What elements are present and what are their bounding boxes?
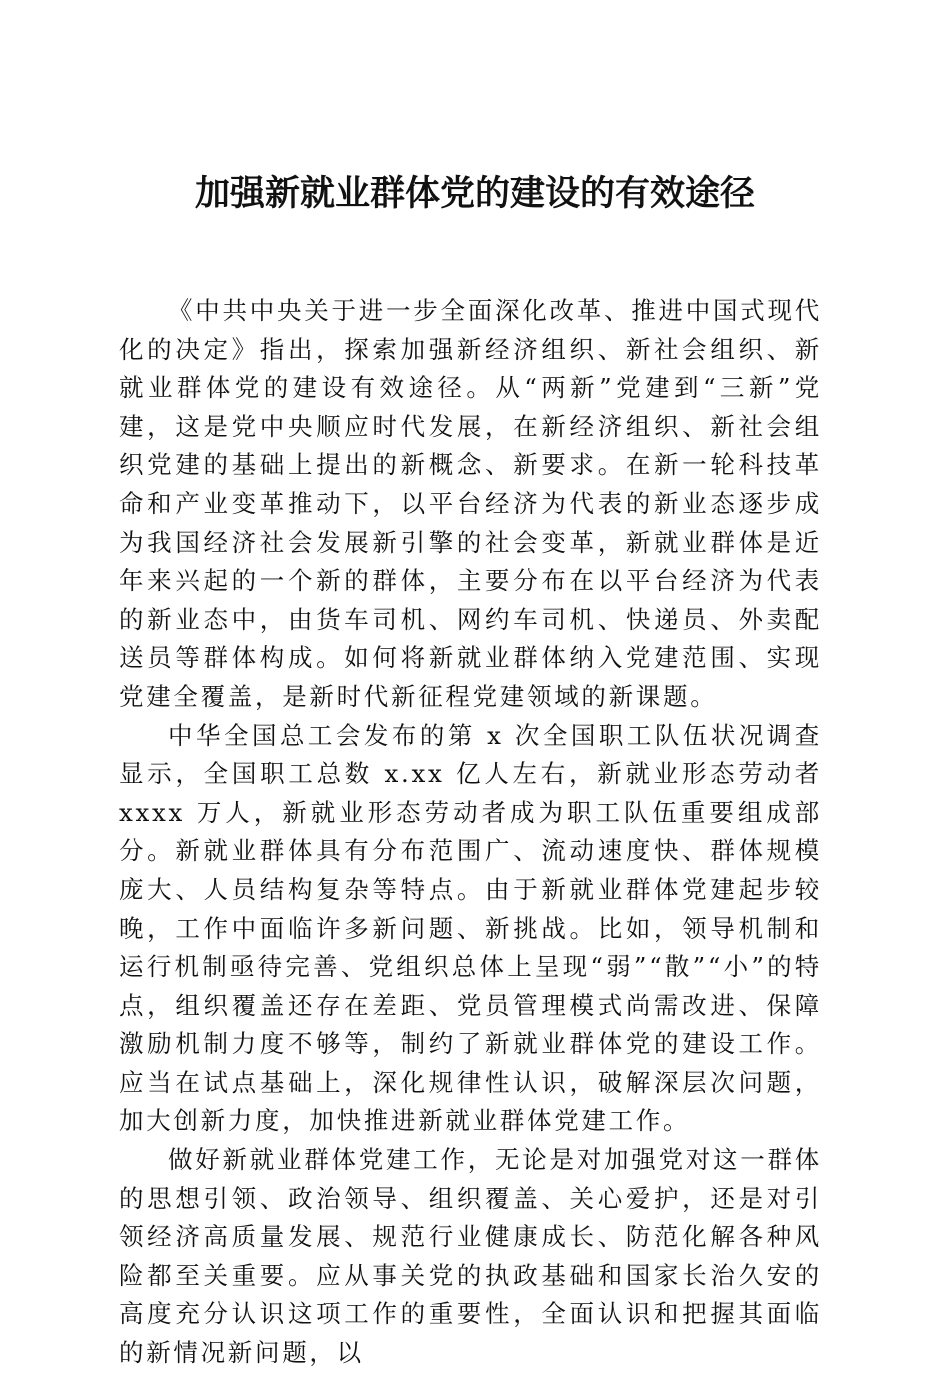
paragraph-3: 做好新就业群体党建工作，无论是对加强党对这一群体的思想引领、政治领导、组织覆盖、关心爱护，还是对引领经济高质量发展、规范行业健康成长、防范化解各种风险都至关重要。应从事关党的执政基础和国家长治久安的高度充分认识这项工作的重要性，全面认识和把握其面临的新情况新问题，以	[119, 1145, 822, 1368]
document-title: 加强新就业群体党的建设的有效途径	[194, 173, 755, 214]
paragraph-1: 《中共中央关于进一步全面深化改革、推进中国式现代化的决定》指出，探索加强新经济组织、新社会组织、新就业群体党的建设有效途径。从“两新”党建到“三新”党建，这是党中央顺应时代发展，在新经济组织、新社会组织党建的基础上提出的新概念、新要求。在新一轮科技革命和产业变革推动下，以平台经济为代表的新业态逐步成为我国经济社会发展新引擎的社会变革，新就业群体是近年来兴起的一个新的群体，主要分布在以平台经济为代表的新业态中，由货车司机、网约车司机、快递员、外卖配送员等群体构成。如何将新就业群体纳入党建范围、实现党建全覆盖，是新时代新征程党建领域的新课题。	[119, 296, 822, 711]
paragraph-2: 中华全国总工会发布的第 x 次全国职工队伍状况调查显示，全国职工总数 x.xx 亿人左右，新就业形态劳动者 xxxx 万人，新就业形态劳动者成为职工队伍重要组成部分。新就业群体具有分布范围广、流动速度快、群体规模庞大、人员结构复杂等特点。由于新就业群体党建起步较晚，工作中面临许多新问题、新挑战。比如，领导机制和运行机制亟待完善、党组织总体上呈现“弱”“散”“小”的特点，组织覆盖还存在差距、党员管理模式尚需改进、保障激励机制力度不够等，制约了新就业群体党的建设工作。应当在试点基础上，深化规律性认识，破解深层次问题，加大创新力度，加快推进新就业群体党建工作。	[119, 720, 822, 1136]
document-body	[119, 292, 822, 1373]
